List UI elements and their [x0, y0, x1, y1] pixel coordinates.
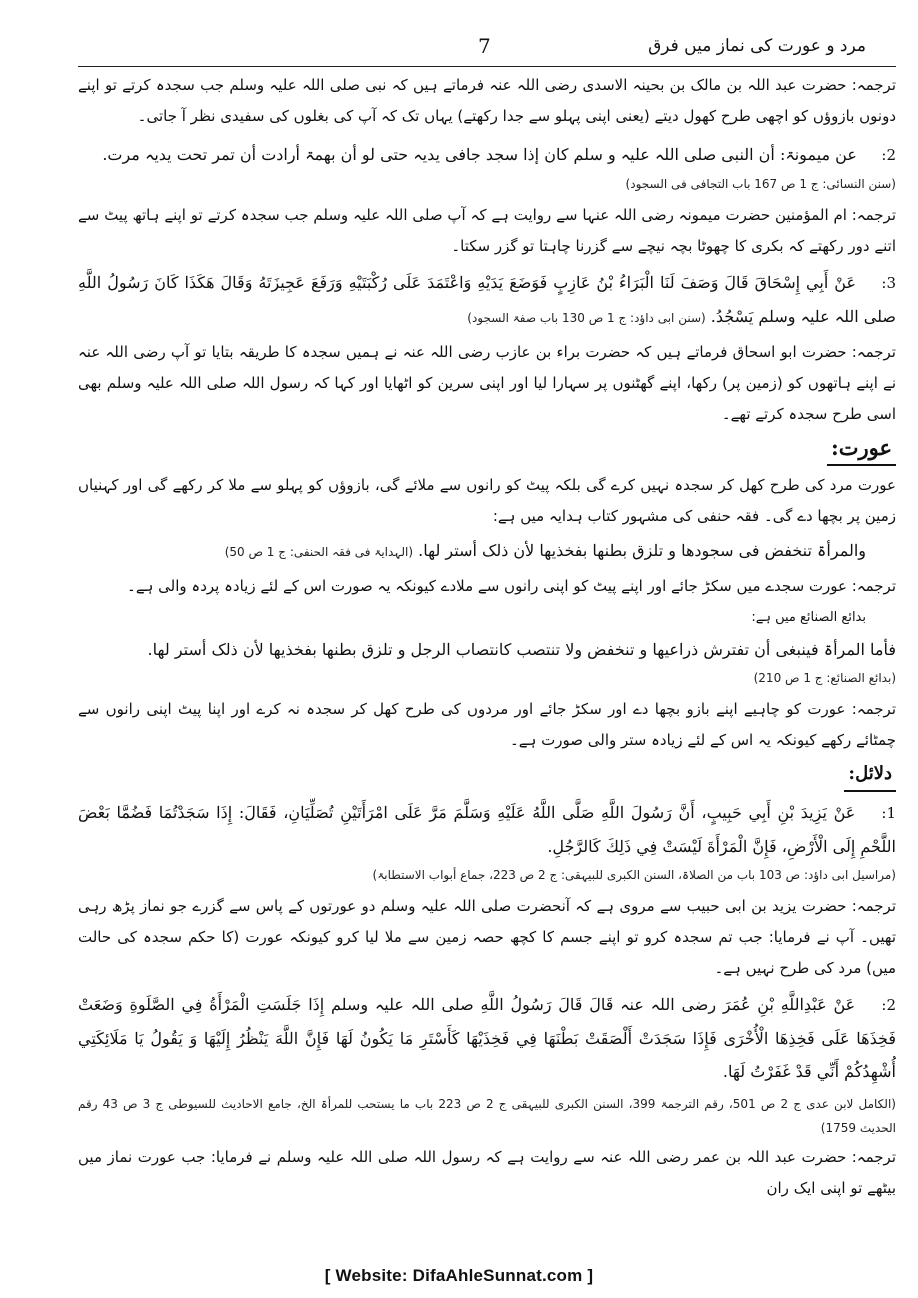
- quote-hidaya: [78, 534, 896, 567]
- evidence-2: [78, 988, 896, 1088]
- section-heading-woman: [78, 430, 896, 470]
- page-header: [78, 30, 896, 67]
- source-intro: بدائع الصنائع میں ہے:: [751, 610, 866, 625]
- hadith-text: عن میمونۃ: أن النبی صلی اللہ علیہ و سلم کان إذا سجد جافی یدیہ حتی لو أن بھمۃ أرادت أن تمر تحت یدیہ مرت.: [102, 145, 857, 164]
- website-footer: [ Website: DifaAhleSunnat.com ]: [324, 1266, 594, 1285]
- body-paragraph: عورت مرد کی طرح کھل کر سجدہ نہیں کرے گی بلکہ پیٹ کو رانوں سے ملائے گی، بازوؤں کو پہلو سے ملا کر رکھے گی اور کہنیاں زمین پر بچھا دے گی۔ فقہ حنفی کی مشہور کتاب ہدایہ میں ہے:: [78, 476, 896, 525]
- hadith-number: 3:: [881, 274, 896, 292]
- hadith-3: [78, 266, 896, 333]
- reference: (الکامل لابن عدی ج 2 ص 501، رقم الترجمۃ 399، السنن الکبری للبیہقی ج 2 ص 223 باب ما یستحب للمرأۃ الخ، جامع الاحادیث للسیوطی ج 3 ص 43 رقم الحدیث 1759): [78, 1097, 896, 1135]
- page-body: [78, 70, 896, 1204]
- page-number: 7: [478, 34, 491, 58]
- hadith-number: 2:: [881, 996, 896, 1014]
- quote-text: والمرأۃ تنخفض فی سجودھا و تلزق بطنھا بفخذیھا لأن ذلک أستر لھا.: [418, 541, 866, 560]
- quote-badai: فأما المرأۃ فینبغی أن تفترش ذراعیھا و تنخفض ولا تنتصب کانتصاب الرجل و تلزق بطنھا بفخذیھا لأن ذلک أستر لھا.: [147, 640, 896, 659]
- reference: (بدائع الصنائع: ج 1 ص 210): [753, 671, 896, 685]
- translation-paragraph: ترجمہ: حضرت عبد اللہ بن عمر رضی اللہ عنہ سے روایت ہے کہ رسول اللہ صلی اللہ علیہ وسلم نے فرمایا: جب عورت نماز میں بیٹھے تو اپنی ایک ران: [78, 1148, 896, 1197]
- translation-paragraph: ترجمہ: حضرت عبد اللہ بن مالک بن بحینہ الاسدی رضی اللہ عنہ فرماتے ہیں کہ نبی صلی اللہ علیہ وسلم جب سجدہ کرتے تو اپنے دونوں بازوؤں کو اچھی طرح کھول دیتے (یعنی اپنی پہلو سے جدا رکھتے) یہاں تک کہ آپ کی بغلوں کی سفیدی نظر آ جاتی۔: [78, 76, 896, 125]
- reference: (سنن النسائی: ج 1 ص 167 باب التجافی فی السجود): [625, 177, 896, 191]
- section-heading-evidence: [78, 756, 896, 796]
- header-title: مرد و عورت کی نماز میں فرق: [648, 36, 866, 56]
- translation-paragraph: ترجمہ: حضرت ابو اسحاق فرماتے ہیں کہ حضرت براء بن عازب رضی اللہ عنہ نے ہمیں سجدہ کا طریقہ بتایا تو آپ رضی اللہ عنہ نے اپنے ہاتھوں کو (زمین پر) رکھا، اپنے گھٹنوں پر سہارا لیا اور اپنی سرین کو اٹھایا اور کہا کہ رسول اللہ صلی اللہ علیہ وسلم بھی اسی طرح سجدہ کرتے تھے۔: [78, 343, 896, 423]
- evidence-1: [78, 796, 896, 863]
- section-heading: دلائل:: [844, 760, 896, 792]
- translation-paragraph: ترجمہ: عورت سجدے میں سکڑ جائے اور اپنے پیٹ کو اپنی رانوں سے ملادے کیونکہ یہ صورت اس کے لئے زیادہ پردہ والی ہے۔: [127, 577, 896, 595]
- reference: (سنن ابی داؤد: ج 1 ص 130 باب صفۃ السجود): [467, 311, 706, 325]
- reference: (الہدایۃ فی فقہ الحنفی: ج 1 ص 50): [224, 545, 414, 559]
- translation-paragraph: ترجمہ: حضرت یزید بن ابی حبیب سے مروی ہے کہ آنحضرت صلی اللہ علیہ وسلم دو عورتوں کے پاس سے گزرے جو نماز پڑھ رہی تھیں۔ آپ نے فرمایا: جب تم سجدہ کرو تو اپنے جسم کا کچھ حصہ زمین سے ملا لیا کرو کیونکہ عورت (کا حکم سجدہ کی حالت میں) مرد کی طرح نہیں ہے۔: [78, 897, 896, 977]
- hadith-text: عَنْ أَبِي إِسْحَاقَ قَالَ وَصَفَ لَنَا الْبَرَاءُ بْنُ عَازِبٍ فَوَضَعَ يَدَيْهِ وَاعْتَمَدَ عَلَى رُكْبَتَيْهِ وَرَفَعَ عَجِيزَتَهُ وَقَالَ هَكَذَا كَانَ رَسُولُ اللَّهِ صلی اللہ علیہ وسلم يَسْجُدُ.: [78, 273, 896, 326]
- translation-paragraph: ترجمہ: عورت کو چاہیے اپنے بازو بچھا دے اور سکڑ جائے اور مردوں کی طرح کھل کر سجدہ نہ کرے اور اپنا پیٹ اپنی رانوں سے چمٹائے رکھے کیونکہ یہ اس کے لئے زیادہ ستر والی صورت ہے۔: [78, 700, 896, 749]
- reference: (مراسیل ابی داؤد: ص 103 باب من الصلاۃ، السنن الکبری للبیہقی: ج 2 ص 223، جماع أبواب الاستطابۃ): [372, 868, 896, 882]
- hadith-text: عَنْ يَزِيدَ بْنِ أَبِي حَبِيبٍ، أَنَّ رَسُولَ اللَّهِ صَلَّى اللَّهُ عَلَيْهِ وَسَلَّمَ مَرَّ عَلَى امْرَأَتَيْنِ تُصَلِّيَانِ، فَقَالَ: إِذَا سَجَدْتُمَا فَضُمَّا بَعْضَ اللَّحْمِ إِلَى الْأَرْضِ، فَإِنَّ الْمَرْأَةَ لَيْسَتْ فِي ذَلِكَ كَالرَّجُلِ.: [78, 803, 896, 856]
- section-heading: عورت:: [827, 434, 896, 466]
- hadith-text: عَنْ عَبْدِاللَّهِ بْنِ عُمَرَ رضی اللہ عنہ قَالَ قَالَ رَسُولُ اللَّهِ صلی اللہ علیہ وسلم إِذَا جَلَسَتِ الْمَرْأَةُ فِي الصَّلَوةِ وَضَعَتْ فَخِذَهَا عَلَى فَخِذِهَا الْأُخْرَى فَإِذَا سَجَدَتْ أَلْصَقَتْ بَطْنَهَا فِي فَخِذَيْهَا كَأَسْتَرِ مَا يَكُونُ لَهَا فَإِنَّ اللَّهَ يَنْظُرُ إِلَيْهَا وَ يَقُولُ يَا مَلَائِكَتِي أُشْهِدُكُمْ أَنِّي قَدْ غَفَرْتُ لَهَا.: [78, 995, 896, 1081]
- translation-paragraph: ترجمہ: ام المؤمنین حضرت میمونہ رضی اللہ عنہا سے روایت ہے کہ آپ صلی اللہ علیہ وسلم جب سجدہ کرتے تو اپنے ہاتھ پیٹ سے اتنے دور رکھتے کہ بکری کا چھوٹا بچہ نیچے سے گزرنا چاہتا تو گزر سکتا۔: [78, 206, 896, 255]
- hadith-number: 2:: [881, 146, 896, 164]
- hadith-number: 1:: [881, 804, 896, 822]
- hadith-2: [78, 138, 896, 172]
